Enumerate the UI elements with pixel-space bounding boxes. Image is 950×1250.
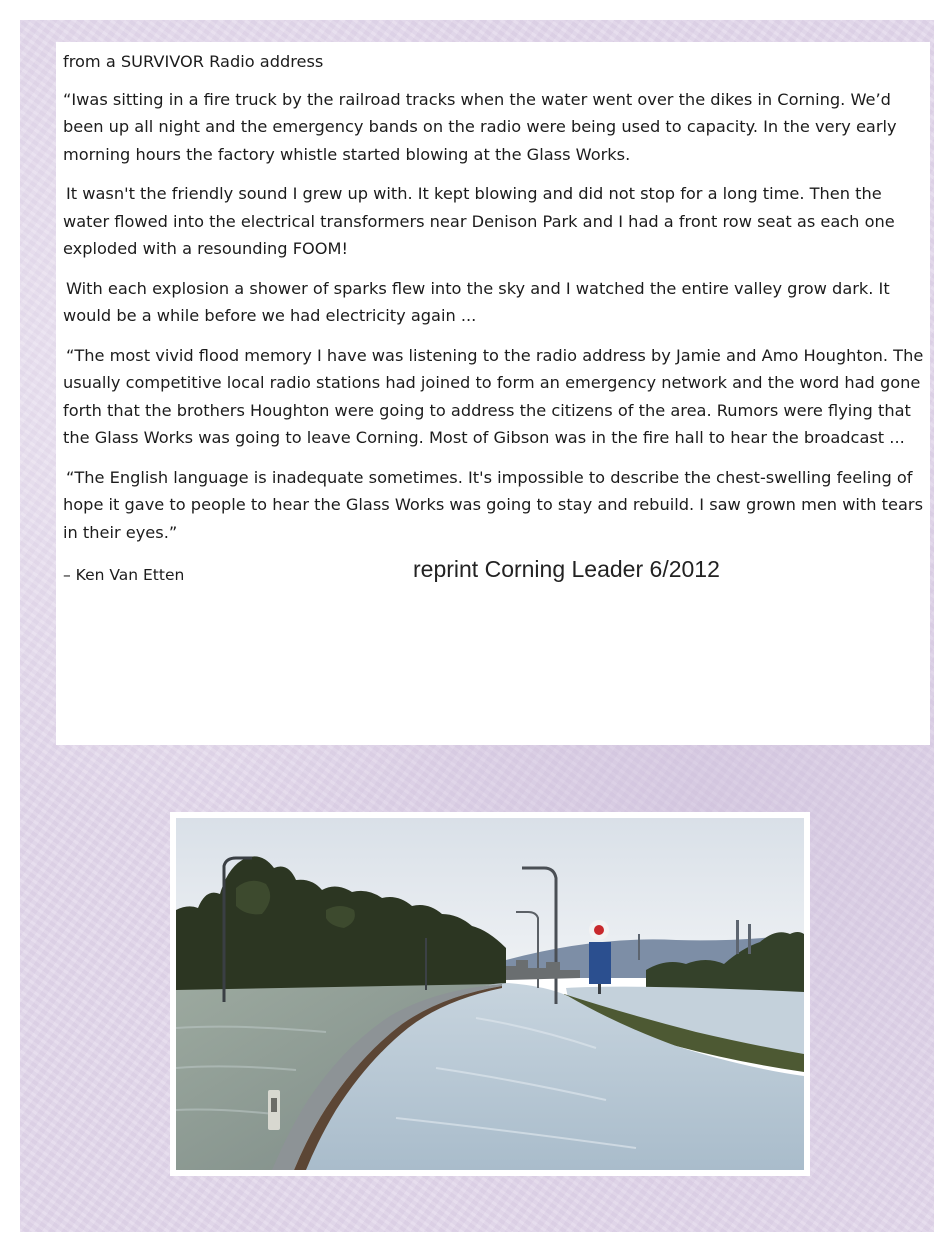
signature-row [63, 558, 924, 590]
paragraph-1: “Iwas sitting in a fire truck by the railroad tracks when the water went over the dikes in Corning. We’d been up all night and the emergency bands on the radio were being used to capacity. In the very early morning hours the factory whistle started blowing at the Glass Works. [63, 89, 897, 164]
flooded-road-photo [176, 818, 804, 1170]
textured-paper-background [20, 20, 934, 1232]
sign-post [598, 984, 601, 994]
article-text-box [56, 42, 930, 745]
author-name: – Ken Van Etten [63, 566, 185, 584]
paragraph-5: “The English language is inadequate sometimes. It's impossible to describe the chest-swelling feeling of hope it gave to people to hear the Glass Works was going to stay and rebuild. I saw grown men with tears in their eyes.” [63, 467, 923, 542]
paragraph-4: “The most vivid flood memory I have was listening to the radio address by Jamie and Amo Houghton. The usually competitive local radio stations had joined to form an emergency network and the word had gone forth that the brothers Houghton were going to address the citizens of the area. Rumors were flying that the Glass Works was going to leave Corning. Most of Gibson was in the fire hall to hear the broadcast ... [63, 345, 924, 447]
reflector [271, 1098, 277, 1112]
smokestack-3 [638, 934, 640, 960]
paragraph-2: It wasn't the friendly sound I grew up with. It kept blowing and did not stop for a long time. Then the water flowed into the electrical transformers near Denison Park and I had a front row seat as each one exploded with a resounding FOOM! [63, 184, 895, 258]
article-heading: from a SURVIVOR Radio address [63, 52, 324, 71]
sign-red-dot [594, 925, 604, 935]
photo-frame [170, 812, 810, 1176]
paragraph-3: With each explosion a shower of sparks flew into the sky and I watched the entire valley grow dark. It would be a while before we had electricity again ... [63, 278, 890, 325]
sign-blue-panel [589, 942, 611, 984]
smokestack-2 [748, 924, 751, 954]
reprint-note: reprint Corning Leader 6/2012 [413, 556, 720, 582]
smokestack-1 [736, 920, 739, 954]
